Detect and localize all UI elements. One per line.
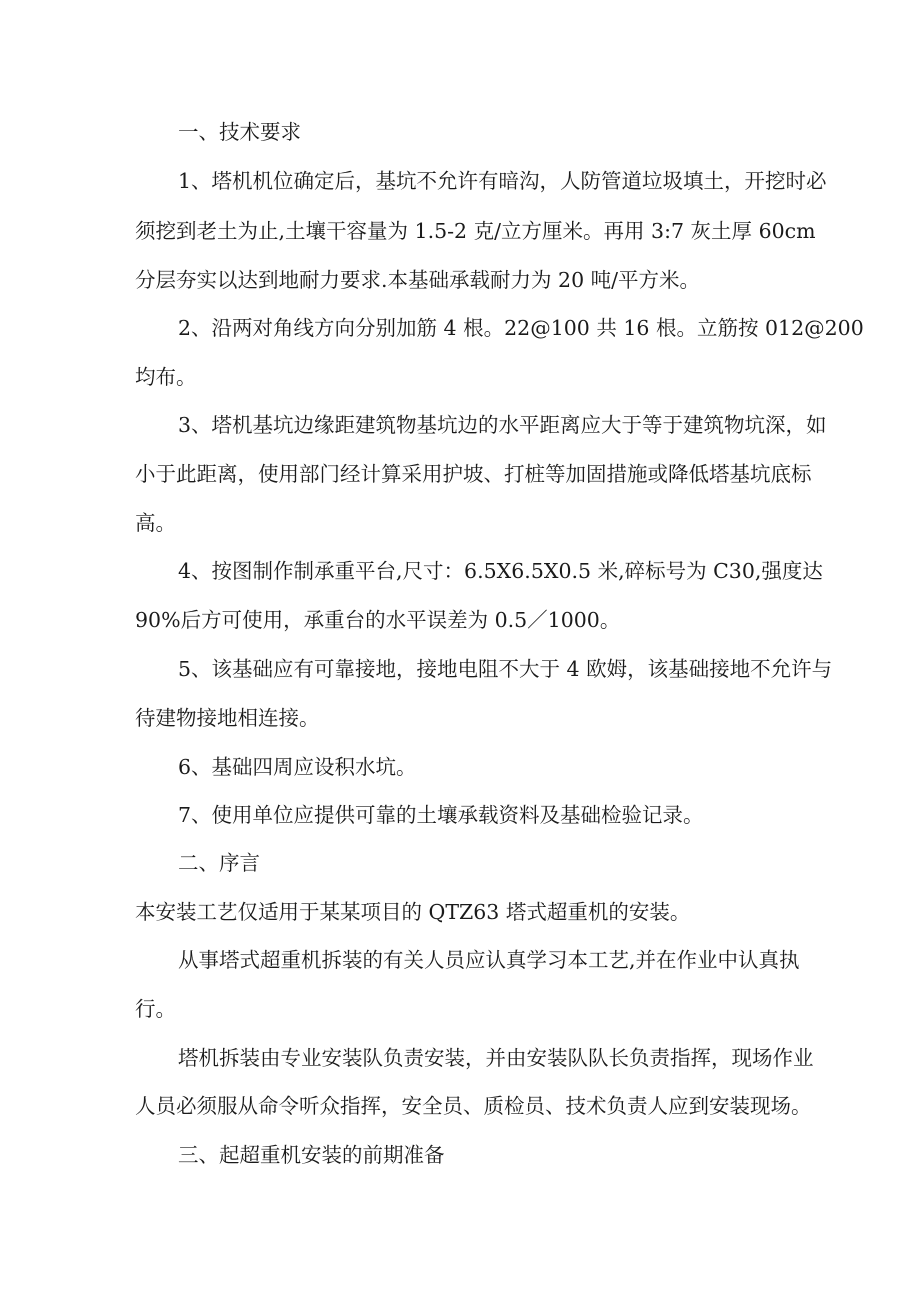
- tech-item-3-line-2: 小于此距离，使用部门经计算采用护坡、打桩等加固措施或降低塔基坑底标: [135, 462, 812, 486]
- tech-item-3-line-1: 3、塔机基坑边缘距建筑物基坑边的水平距离应大于等于建筑物坑深，如: [178, 413, 827, 437]
- preface-paragraph-3-line-1: 塔机拆装由专业安装队负责安装，并由安装队队长负责指挥，现场作业: [178, 1046, 814, 1070]
- section-heading-tech-requirements: 一、技术要求: [178, 120, 301, 144]
- preface-paragraph-1-line-1: 本安装工艺仅适用于某某项目的 QTZ63 塔式超重机的安装。: [135, 900, 691, 924]
- tech-item-4-line-2: 90%后方可使用，承重台的水平误差为 0.5／1000。: [135, 608, 621, 632]
- preface-paragraph-3-line-2: 人员必须服从命令听众指挥，安全员、质检员、技术负责人应到安装现场。: [135, 1094, 812, 1118]
- tech-item-3-line-3: 高。: [135, 511, 176, 535]
- tech-item-6-line-1: 6、基础四周应设积水坑。: [178, 755, 417, 779]
- tech-item-7-line-1: 7、使用单位应提供可靠的土壤承载资料及基础检验记录。: [178, 803, 704, 827]
- preface-paragraph-2-line-2: 行。: [135, 997, 176, 1021]
- section-heading-preparation: 三、起超重机安装的前期准备: [178, 1143, 445, 1167]
- tech-item-1-line-3: 分层夯实以达到地耐力要求.本基础承载耐力为 20 吨/平方米。: [135, 268, 701, 292]
- section-heading-preface: 二、序言: [178, 851, 260, 875]
- tech-item-2-line-1: 2、沿两对角线方向分别加筋 4 根。22@100 共 16 根。立筋按 012@200: [178, 316, 864, 340]
- tech-item-4-line-1: 4、按图制作制承重平台,尺寸：6.5X6.5X0.5 米,碎标号为 C30,强度达: [178, 559, 823, 583]
- tech-item-1-line-1: 1、塔机机位确定后，基坑不允许有暗沟，人防管道垃圾填土，开挖时必: [178, 169, 827, 193]
- tech-item-2-line-2: 均布。: [135, 365, 197, 389]
- tech-item-1-line-2: 须挖到老土为止,土壤干容量为 1.5-2 克/立方厘米。再用 3:7 灰土厚 60cm: [135, 219, 816, 243]
- tech-item-5-line-1: 5、该基础应有可靠接地，接地电阻不大于 4 欧姆，该基础接地不允许与: [178, 657, 833, 681]
- preface-paragraph-2-line-1: 从事塔式超重机拆装的有关人员应认真学习本工艺,并在作业中认真执: [178, 948, 800, 972]
- tech-item-5-line-2: 待建物接地相连接。: [135, 706, 320, 730]
